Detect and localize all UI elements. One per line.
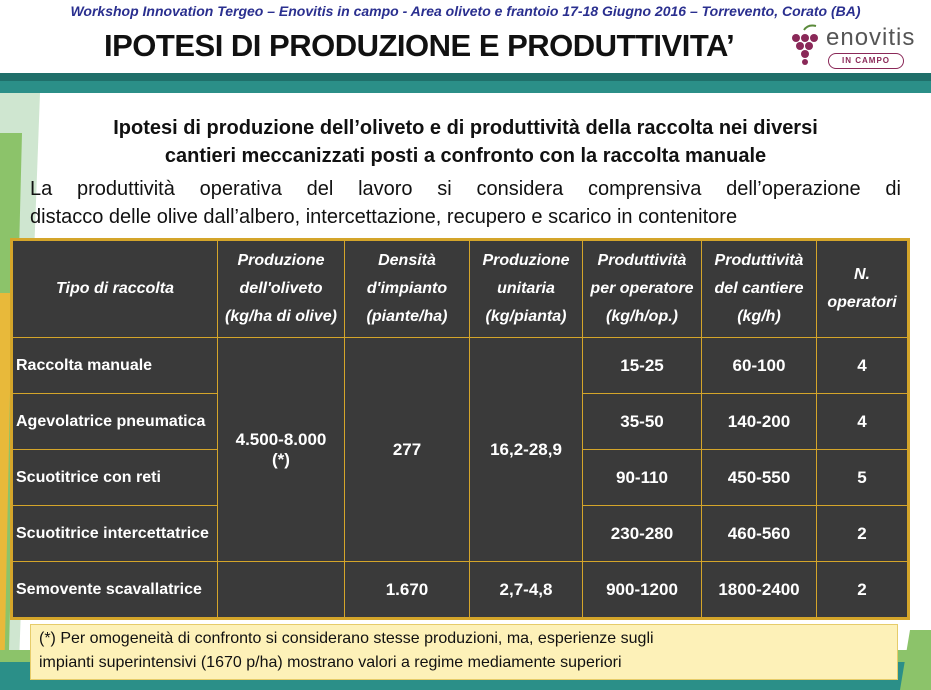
row-operatori: 4 (817, 394, 908, 450)
workshop-banner: Workshop Innovation Tergeo – Enovitis in campo - Area oliveto e frantoio 17-18 Giugno 2016 – Torrevento, Corato (BA) (70, 3, 861, 19)
table-row (13, 562, 908, 618)
row-tipo: Scuotitrice intercettatrice (13, 506, 218, 562)
logo-wordmark: enovitis (826, 24, 916, 51)
intro-line-1: La produttività operativa del lavoro si considera comprensiva dell’operazione di (30, 178, 901, 200)
intro-text (30, 175, 901, 231)
row-densita: 1.670 (345, 562, 470, 618)
cell-prod-unitaria-merged: 16,2-28,9 (470, 338, 583, 562)
slide-subtitle (30, 114, 901, 170)
row-prod-unitaria: 2,7-4,8 (470, 562, 583, 618)
header-prod-unitaria: Produzione unitaria (kg/pianta) (470, 241, 583, 338)
row-prod-cantiere: 450-550 (702, 450, 817, 506)
row-operatori: 2 (817, 506, 908, 562)
table-row (13, 338, 908, 394)
row-tipo: Raccolta manuale (13, 338, 218, 394)
row-tipo: Semovente scavallatrice (13, 562, 218, 618)
header-divider-dark (0, 73, 931, 81)
row-prod-cantiere: 1800-2400 (702, 562, 817, 618)
page-title: IPOTESI DI PRODUZIONE E PRODUTTIVITA’ (104, 28, 735, 63)
row-prod-cantiere: 460-560 (702, 506, 817, 562)
row-tipo: Scuotitrice con reti (13, 450, 218, 506)
header-prod-cantiere: Produttività del cantiere (kg/h) (702, 241, 817, 338)
cell-densita-merged: 277 (345, 338, 470, 562)
production-table (12, 240, 908, 618)
grape-cluster-icon (786, 24, 826, 70)
row-prod-operatore: 90-110 (583, 450, 702, 506)
footnote-line-2: impianti superintensivi (1670 p/ha) mostrano valori a regime mediamente superiori (39, 654, 622, 671)
intro-line-2: distacco delle olive dall’albero, intercettazione, recupero e scarico in contenitore (30, 206, 738, 228)
footnote-box (30, 624, 898, 680)
row-prod-cantiere: 60-100 (702, 338, 817, 394)
header-produzione: Produzione dell'oliveto (kg/ha di olive) (218, 241, 345, 338)
row-prod-cantiere: 140-200 (702, 394, 817, 450)
row-tipo: Agevolatrice pneumatica (13, 394, 218, 450)
production-table-container (10, 238, 910, 620)
right-decoration (900, 630, 931, 690)
table-header-row (13, 241, 908, 338)
header-prod-operatore: Produttività per operatore (kg/h/op.) (583, 241, 702, 338)
footnote-line-1: (*) Per omogeneità di confronto si considerano stesse produzioni, ma, esperienze sugli (39, 630, 654, 647)
row-operatori: 2 (817, 562, 908, 618)
header-densita: Densità d'impianto (piante/ha) (345, 241, 470, 338)
subtitle-line-1: Ipotesi di produzione dell’oliveto e di produttività della raccolta nei diversi (113, 117, 818, 139)
row-operatori: 5 (817, 450, 908, 506)
cell-produzione-merged: 4.500-8.000 (*) (218, 338, 345, 562)
row-prod-operatore: 35-50 (583, 394, 702, 450)
row-operatori: 4 (817, 338, 908, 394)
row-prod-operatore: 230-280 (583, 506, 702, 562)
header-operatori: N. operatori (817, 241, 908, 338)
header-tipo: Tipo di raccolta (13, 241, 218, 338)
subtitle-line-2: cantieri meccanizzati posti a confronto con la raccolta manuale (164, 145, 767, 167)
enovitis-logo (786, 24, 926, 72)
row-produzione (218, 562, 345, 618)
row-prod-operatore: 15-25 (583, 338, 702, 394)
logo-tagline: IN CAMPO (828, 53, 904, 69)
row-prod-operatore: 900-1200 (583, 562, 702, 618)
